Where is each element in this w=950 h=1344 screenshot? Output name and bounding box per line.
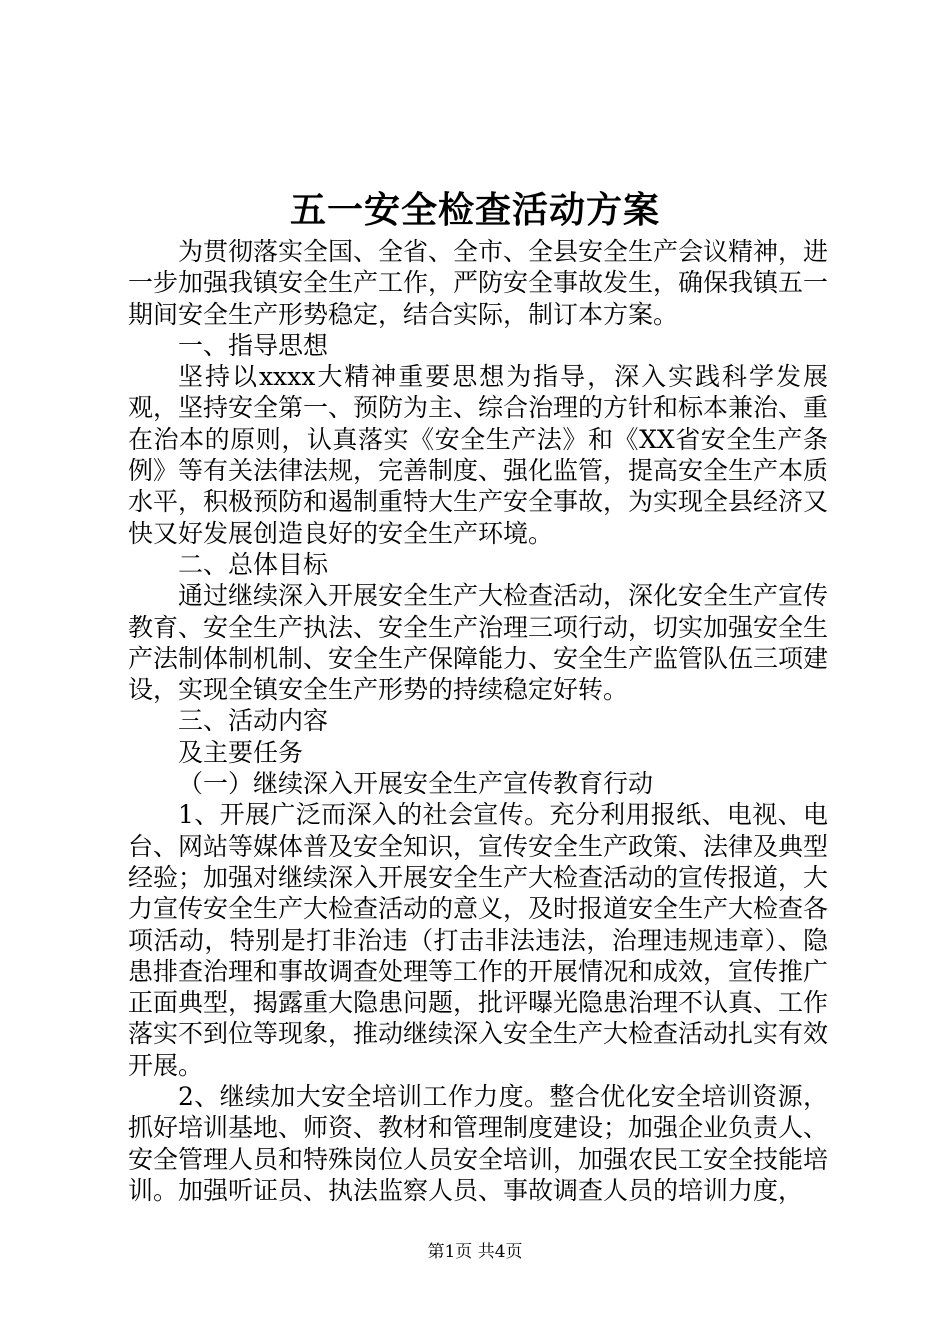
subsection-heading-publicity: （一）继续深入开展安全生产宣传教育行动 [178,769,654,799]
document-body [128,236,828,1206]
section-heading-guiding-thought: 一、指导思想 [178,330,329,360]
guiding-thought-paragraph: 坚持以xxxx大精神重要思想为指导，深入实践科学发展观，坚持安全第一、预防为主、综合治理的方针和标本兼治、重在治本的原则，认真落实《安全生产法》和《XX省安全生产条例》等有关法律法规，完善制度、强化监管，提高安全生产本质水平，积极预防和遏制重特大生产安全事故，为实现全县经济又快又好发展创造良好的安全生产环境。 [128,362,829,548]
section-heading-overall-goal: 二、总体目标 [178,549,329,579]
task-paragraph-1: 1、开展广泛而深入的社会宣传。充分利用报纸、电视、电台、网站等媒体普及安全知识，宣传安全生产政策、法律及典型经验；加强对继续深入开展安全生产大检查活动的宣传报道，大力宣传安全生产大检查活动的意义，及时报道安全生产大检查各项活动，特别是打非治违（打击非法违法，治理违规违章）、隐患排查治理和事故调查处理等工作的开展情况和成效，宣传推广正面典型，揭露重大隐患问题，批评曝光隐患治理不认真、工作落实不到位等现象，推动继续深入安全生产大检查活动扎实有效开展。 [128,800,829,1080]
overall-goal-paragraph: 通过继续深入开展安全生产大检查活动，深化安全生产宣传教育、安全生产执法、安全生产治理三项行动，切实加强安全生产法制体制机制、安全生产保障能力、安全生产监管队伍三项建设，实现全镇安全生产形势的持续稳定好转。 [128,581,829,705]
section-heading-activity-content: 三、活动内容 [178,706,329,736]
intro-paragraph: 为贯彻落实全国、全省、全市、全县安全生产会议精神，进一步加强我镇安全生产工作，严防安全事故发生，确保我镇五一期间安全生产形势稳定，结合实际，制订本方案。 [128,237,829,329]
section-heading-main-tasks: 及主要任务 [178,737,304,767]
page-number-footer: 第1页 共4页 [427,1242,523,1262]
document-title: 五一安全检查活动方案 [289,189,660,231]
task-paragraph-2: 2、继续加大安全培训工作力度。整合优化安全培训资源，抓好培训基地、师资、教材和管理制度建设；加强企业负责人、安全管理人员和特殊岗位人员安全培训，加强农民工安全技能培训。加强听证员、执法监察人员、事故调查人员的培训力度， [128,1082,829,1205]
